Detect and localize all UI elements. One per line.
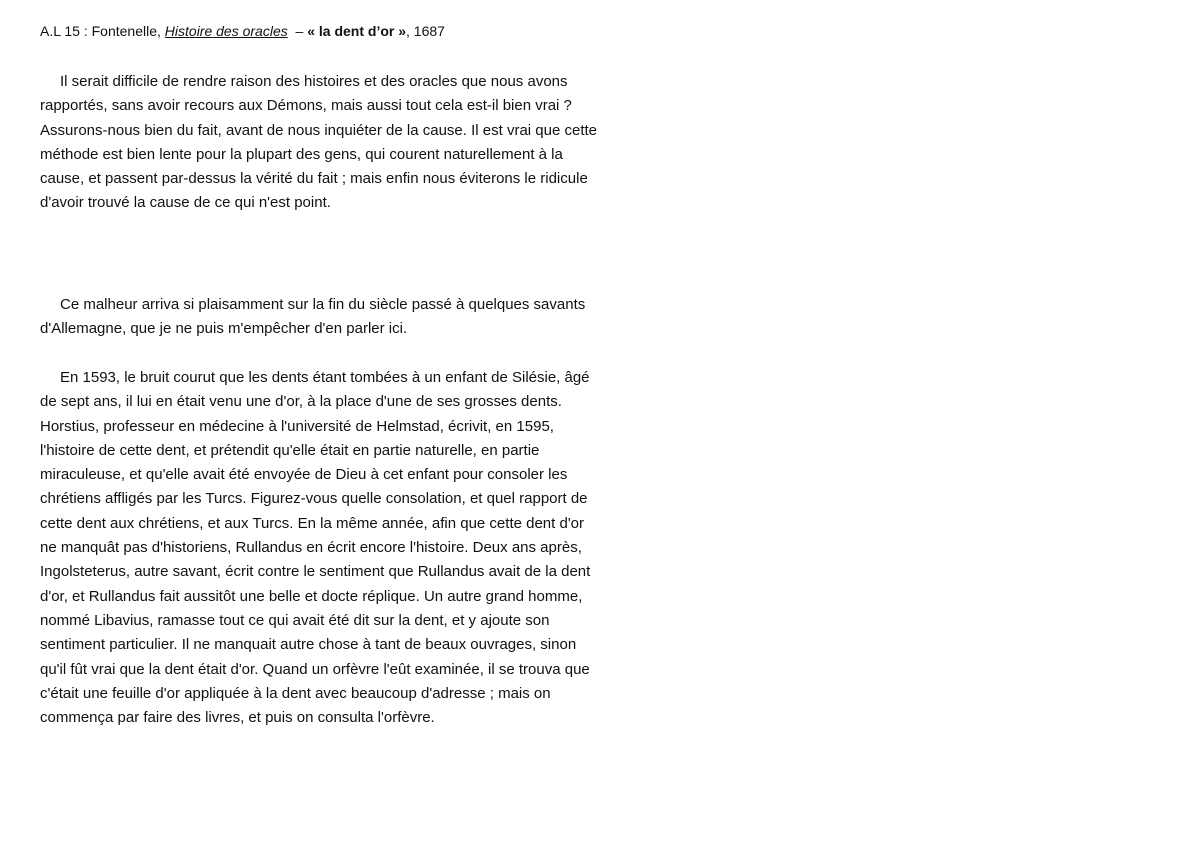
heading-work-title: Histoire des oracles xyxy=(164,23,288,39)
paragraph-2: Ce malheur arriva si plaisamment sur la fin du siècle passé à quelques savants d'Allemagne, que je ne puis m'empêcher d'en parler ici. xyxy=(40,296,586,338)
document-heading xyxy=(40,22,445,40)
heading-prefix: A.L 15 : Fontenelle, xyxy=(40,23,165,39)
heading-quote: « la dent d’or » xyxy=(307,23,407,39)
heading-year: , 1687 xyxy=(406,23,445,39)
paragraph-1: Il serait difficile de rendre raison des histoires et des oracles que nous avons rapportés, sans avoir recours aux Démons, mais aussi tout cela est-il bien vrai ? Assurons-nous bien du fait, avant de nous inquiéter de la cause. Il est vrai que cette méthode est bien lente pour la plupart des gens, qui courent naturellement à la cause, et passent par-dessus la vérité du fait ; mais enfin nous éviterons le ridicule d'avoir trouvé la cause de ce qui n'est point. xyxy=(40,73,598,212)
heading-dash: – xyxy=(287,23,308,39)
paragraph-3: En 1593, le bruit courut que les dents étant tombées à un enfant de Silésie, âgé de sept ans, il lui en était venu une d'or, à la place d'une de ses grosses dents. Horstius, professeur en médecine à l'université de Helmstad, écrivit, en 1595, l'histoire de cette dent, et prétendit qu'elle était en partie naturelle, en partie miraculeuse, et qu'elle avait été envoyée de Dieu à cet enfant pour consoler les chrétiens affligés par les Turcs. Figurez-vous quelle consolation, et quel rapport de cette dent aux chrétiens, et aux Turcs. En la même année, afin que cette dent d'or ne manquât pas d'historiens, Rullandus en écrit encore l'histoire. Deux ans après, Ingolsteterus, autre savant, écrit contre le sentiment que Rullandus avait de la dent d'or, et Rullandus fait aussitôt une belle et docte réplique. Un autre grand homme, nommé Libavius, ramasse tout ce qui avait été dit sur la dent, et y ajoute son sentiment particulier. Il ne manquait autre chose à tant de beaux ouvrages, sinon qu'il fût vrai que la dent était d'or. Quand un orfèvre l'eût examinée, il se trouva que c'était une feuille d'or appliquée à la dent avec beaucoup d'adresse ; mais on commença par faire des livres, et puis on consulta l'orfèvre. xyxy=(40,369,591,727)
